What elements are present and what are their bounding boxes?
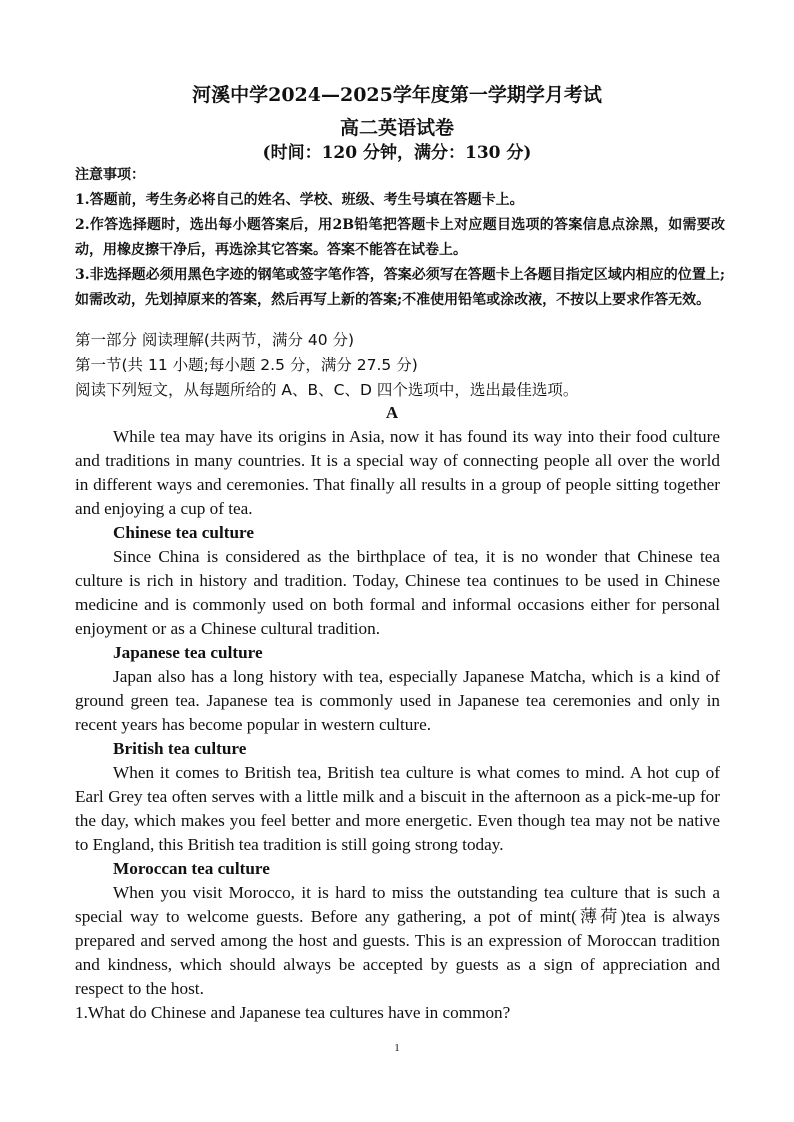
section-header: [75, 328, 725, 403]
page-number: 1: [394, 1042, 400, 1054]
notes-item-1: 1.答题前，考生务必将自己的姓名、学校、班级、考生号填在答题卡上。: [75, 192, 524, 208]
section-heading-moroccan: Moroccan tea culture: [113, 859, 270, 878]
subsection-title: 第一节(共 11 小题;每小题 2.5 分，满分 27.5 分): [75, 356, 418, 374]
exam-time-info: (时间：120 分钟，满分：130 分): [262, 143, 532, 163]
section-heading-japanese: Japanese tea culture: [113, 643, 263, 662]
section-text-japanese: Japan also has a long history with tea, especially Japanese Matcha, which is a kind of ground green tea. Japanese tea is commonly used in Japanese tea ceremonies and only in recent years has become popular in western culture.: [75, 667, 720, 734]
section-heading-chinese: Chinese tea culture: [113, 523, 254, 542]
instruction-text: 阅读下列短文，从每题所给的 A、B、C、D 四个选项中，选出最佳选项。: [75, 381, 579, 399]
exam-subtitle: 高二英语试卷: [339, 117, 454, 139]
notes-heading: 注意事项：: [75, 167, 145, 183]
notes-item-2: 2.作答选择题时，选出每小题答案后，用2B铅笔把答题卡上对应题目选项的答案信息点涂黑，如需要改动，用橡皮擦干净后，再选涂其它答案。答案不能答在试卷上。: [75, 217, 725, 258]
section-text-chinese: Since China is considered as the birthplace of tea, it is no wonder that Chinese tea culture is rich in history and tradition. Today, Chinese tea continues to be used in Chinese medicine and is commonly used on both formal and informal occasions either for personal enjoyment or as a Chinese cultural tradition.: [75, 547, 720, 638]
section-text-british: When it comes to British tea, British tea culture is what comes to mind. A hot cup of Earl Grey tea often serves with a little milk and a biscuit in the afternoon as a pick-me-up for the day, which makes you feel better and more energetic. Even though tea may not be native to England, this British tea tradition is still going strong today.: [75, 763, 720, 854]
section-heading-british: British tea culture: [113, 739, 247, 758]
part-title: 第一部分 阅读理解(共两节，满分 40 分): [75, 331, 355, 349]
passage-intro: While tea may have its origins in Asia, now it has found its way into their food culture and traditions in many countries. It is a special way of connecting people all over the world in different ways and ceremonies. That finally all results in a group of people sitting together and enjoying a cup of tea.: [75, 427, 720, 518]
passage-body: [75, 425, 720, 1025]
passage-letter: A: [385, 403, 399, 422]
exam-title: 河溪中学2024—2025学年度第一学期学月考试: [192, 84, 602, 106]
question-1: 1.What do Chinese and Japanese tea cultures have in common?: [75, 1003, 511, 1022]
notes-block: [75, 163, 725, 313]
section-text-moroccan: When you visit Morocco, it is hard to miss the outstanding tea culture that is such a special way to welcome guests. Before any gathering, a pot of mint(薄荷)tea is always prepared and served among the host and guests. This is an expression of Moroccan tradition and kindness, which should always be accepted by guests as a sign of appreciation and respect to the host.: [75, 883, 720, 998]
notes-item-3: 3.非选择题必须用黑色字迹的钢笔或签字笔作答，答案必须写在答题卡上各题目指定区域内相应的位置上;如需改动，先划掉原来的答案，然后再写上新的答案;不准使用铅笔或涂改液，不按以上要求作答无效。: [75, 267, 725, 308]
